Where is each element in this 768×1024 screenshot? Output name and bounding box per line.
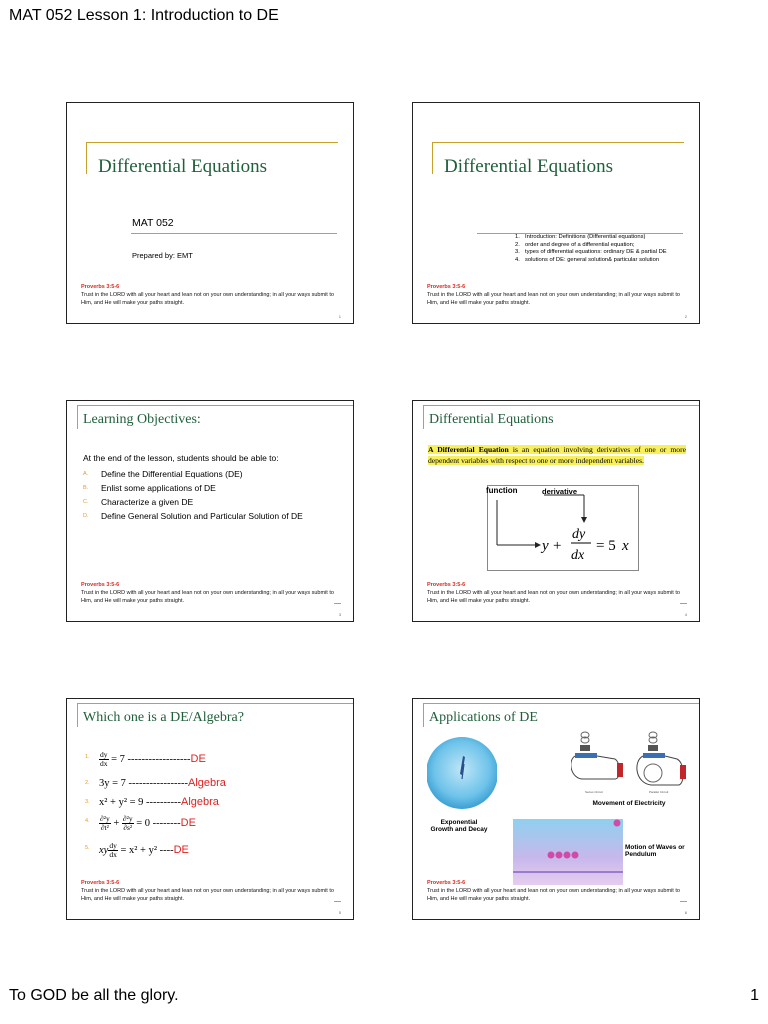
slide-1	[66, 102, 354, 324]
verse-text: Trust in the LORD with all your heart and lean not on your own understanding; in all your ways submit to Him, and He will make your paths straight.	[81, 590, 334, 604]
verse-text: Trust in the LORD with all your heart and lean not on your own understanding; in all your ways submit to Him, and He will make your paths straight.	[81, 888, 334, 902]
page-footer: To GOD be all the glory.	[9, 987, 179, 1004]
title-rule-vertical	[86, 142, 87, 174]
page-number: 1	[750, 987, 759, 1004]
question-row-3: 3. x² + y² = 9 ----------Algebra	[85, 796, 219, 808]
topics-list	[515, 234, 687, 264]
subtitle-rule	[131, 233, 337, 234]
verse-reference: Proverbs 3:5-6	[81, 880, 120, 886]
title-rule-vertical	[423, 703, 424, 727]
slide-title: Applications of DE	[429, 710, 538, 725]
parallel-circuit-caption: Parallel Circuit	[649, 790, 669, 794]
accent-dash	[680, 603, 687, 604]
svg-text:dx: dx	[571, 548, 585, 563]
verse-reference: Proverbs 3:5-6	[427, 880, 466, 886]
equation-diagram	[487, 485, 639, 571]
verse-text: Trust in the LORD with all your heart and lean not on your own understanding; in all your ways submit to Him, and He will make your paths straight.	[427, 590, 680, 604]
answer-label: Algebra	[180, 796, 219, 808]
electricity-label: Movement of Electricity	[592, 800, 666, 807]
slide-number: 1	[338, 314, 341, 319]
title-rule-horizontal	[77, 703, 354, 704]
list-item: 4. solutions of DE: general solution& particular solution	[515, 256, 660, 263]
title-rule-horizontal	[432, 142, 684, 143]
title-rule-vertical	[423, 405, 424, 429]
circuit-image	[571, 729, 689, 797]
slide-title: Learning Objectives:	[83, 412, 201, 427]
accent-dash	[334, 901, 341, 902]
slide-6	[412, 698, 700, 920]
slide-number: 5	[338, 910, 341, 915]
accent-dash	[334, 603, 341, 604]
title-rule-vertical	[77, 703, 78, 727]
verse-text: Trust in the LORD with all your heart and lean not on your own understanding; in all your ways submit to Him, and He will make your paths straight.	[427, 292, 680, 306]
prepared-by: Prepared by: EMT	[132, 251, 193, 260]
slide-3	[66, 400, 354, 622]
slide-4	[412, 400, 700, 622]
verse-reference: Proverbs 3:5-6	[427, 284, 466, 290]
objectives-intro: At the end of the lesson, students should be able to:	[83, 453, 279, 463]
answer-label: Algebra	[188, 777, 226, 789]
pendulum-image	[513, 819, 623, 885]
svg-text:= 5: = 5	[596, 538, 616, 554]
growth-decay-image	[427, 734, 497, 814]
derivative-label: derivative	[542, 487, 578, 496]
question-row-2: 2. 3y = 7 -----------------Algebra	[85, 777, 226, 789]
slide-subtitle: MAT 052	[132, 217, 174, 229]
title-rule-vertical	[432, 142, 433, 174]
title-rule-horizontal	[77, 405, 354, 406]
title-rule-vertical	[77, 405, 78, 429]
function-label: function	[486, 486, 518, 495]
svg-text:+: +	[553, 538, 562, 554]
slide-number: 4	[684, 612, 687, 617]
series-circuit-icon	[571, 732, 623, 779]
answer-label: DE	[180, 816, 196, 829]
title-rule-horizontal	[423, 703, 700, 704]
list-item: C. Characterize a given DE	[83, 497, 194, 507]
waves-pendulum-label: Motion of Waves or Pendulum	[625, 844, 685, 858]
question-row-1: 1. $\frac{dy}{dx}$ = 7 ------------------DE	[85, 750, 206, 768]
verse-reference: Proverbs 3:5-6	[81, 284, 120, 290]
list-item: 2. order and degree of a differential equation;	[515, 241, 635, 248]
verse-reference: Proverbs 3:5-6	[81, 582, 120, 588]
objectives-list	[83, 467, 303, 523]
slide-2	[412, 102, 700, 324]
svg-text:y: y	[542, 538, 549, 554]
slide-title: Differential Equations	[444, 156, 614, 177]
answer-label: DE	[190, 752, 206, 765]
parallel-circuit-icon	[637, 732, 686, 785]
page-header: MAT 052 Lesson 1: Introduction to DE	[9, 7, 279, 24]
de-definition	[428, 444, 686, 466]
question-row-4: 4. $\frac{\text{∂²y}}{\text{∂t²}}$ + $\frac{\text{∂²y}}{\text{∂s²}}$ = 0 --------DE	[85, 814, 196, 832]
slide-number: 3	[338, 612, 341, 617]
definition-term: A Differential Equation	[428, 445, 509, 454]
svg-text:x: x	[622, 538, 629, 554]
title-rule-horizontal	[86, 142, 338, 143]
series-circuit-caption: Series Circuit	[585, 790, 603, 794]
verse-text: Trust in the LORD with all your heart and lean not on your own understanding; in all your ways submit to Him, and He will make your paths straight.	[427, 888, 680, 902]
question-row-5: 5. xy $\frac{dy}{dx}$ = x² + y² ----DE	[85, 841, 189, 859]
slide-title: Differential Equations	[98, 156, 268, 177]
growth-decay-label: Exponential Growth and Decay	[430, 819, 488, 833]
slide-number: 2	[684, 314, 687, 319]
equation-svg	[488, 486, 638, 570]
slide-5	[66, 698, 354, 920]
slide-title: Differential Equations	[429, 412, 554, 427]
svg-text:dy: dy	[572, 527, 586, 542]
accent-dash	[680, 901, 687, 902]
verse-text: Trust in the LORD with all your heart and lean not on your own understanding; in all your ways submit to Him, and He will make your paths straight.	[81, 292, 334, 306]
definition-text: is an equation involving derivatives of one or more dependent variables with respect to one or more independent variables.	[428, 445, 686, 465]
list-item: 3. types of differential equations: ordinary DE & partial DE	[515, 249, 667, 255]
list-item: D. Define General Solution and Particular Solution of DE	[83, 511, 303, 521]
title-rule-horizontal	[423, 405, 700, 406]
verse-reference: Proverbs 3:5-6	[427, 582, 466, 588]
answer-label: DE	[173, 843, 189, 856]
slide-number: 6	[684, 910, 687, 915]
list-item: 1. Introduction: Definitions (Differential equations)	[515, 234, 646, 240]
list-item: A. Define the Differential Equations (DE)	[83, 469, 243, 479]
list-item: B. Enlist some applications of DE	[83, 483, 216, 493]
slide-title: Which one is a DE/Algebra?	[83, 710, 244, 725]
